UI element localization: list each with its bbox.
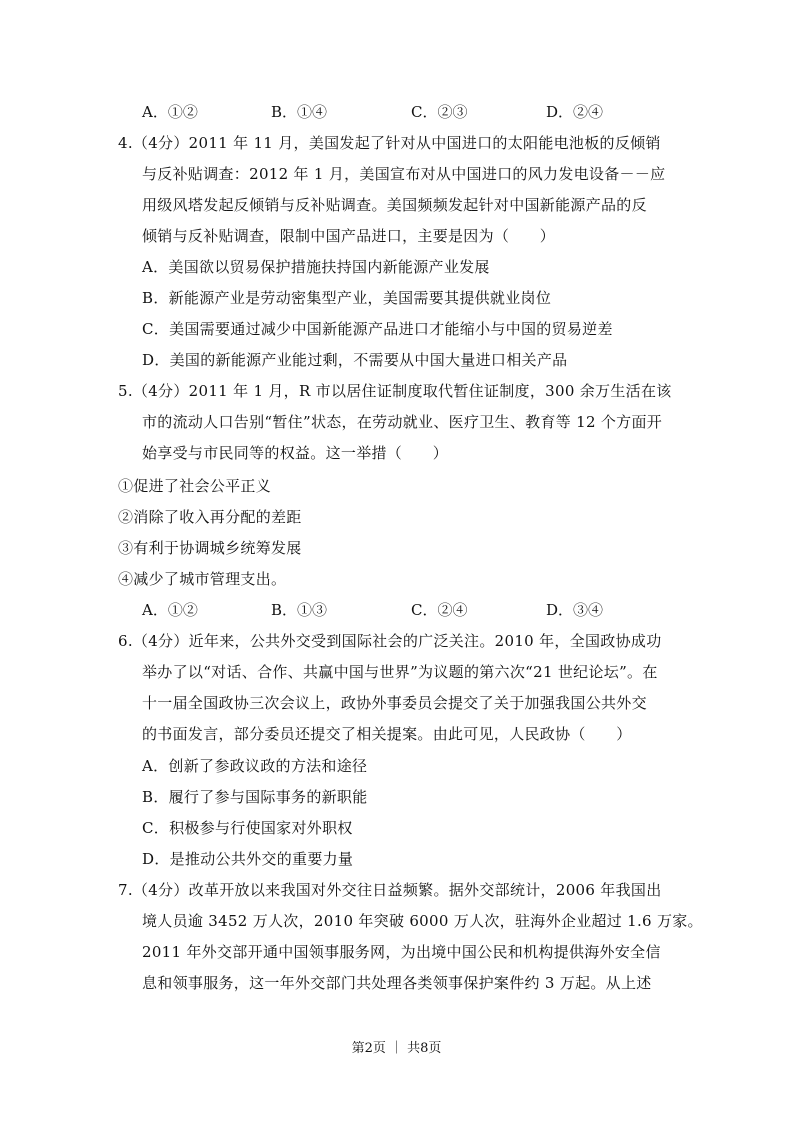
- q5-option-a: A．①②: [142, 601, 198, 619]
- q6-stem-line-3: 十一届全国政协三次会议上，政协外事委员会提交了关于加强我国公共外交: [142, 694, 647, 712]
- q6-stem-line-1: 6.（4分）近年来，公共外交受到国际社会的广泛关注。2010 年，全国政协成功: [118, 632, 662, 650]
- q6-stem-line-4: 的书面发言，部分委员还提交了相关提案。由此可见，人民政协（ ）: [142, 725, 632, 743]
- q5-option-d: D．③④: [546, 601, 604, 619]
- q5-statement-4: ④减少了城市管理支出。: [118, 570, 287, 588]
- q4-stem-line-1: 4.（4分）2011 年 11 月，美国发起了针对从中国进口的太阳能电池板的反倾销: [118, 134, 661, 152]
- q3-option-c: C．②③: [411, 103, 468, 121]
- q5-statement-1: ①促进了社会公平正义: [118, 477, 272, 495]
- q3-option-a: A．①②: [142, 103, 198, 121]
- q5-options: [0, 600, 793, 620]
- q4-option-b: B．新能源产业是劳动密集型产业，美国需要其提供就业岗位: [142, 289, 552, 307]
- q4-stem-line-3: 用级风塔发起反倾销与反补贴调查。美国频频发起针对中国新能源产品的反: [142, 196, 647, 214]
- q4-option-d: D．美国的新能源产业能过剩，不需要从中国大量进口相关产品: [142, 351, 568, 369]
- page-number-footer: 第2页 ｜ 共8页: [351, 1041, 442, 1056]
- q5-option-b: B．①③: [271, 601, 328, 619]
- q5-stem-line-1: 5.（4分）2011 年 1 月，R 市以居住证制度取代暂住证制度，300 余万生活在该: [118, 382, 672, 400]
- q6-option-b: B．履行了参与国际事务的新职能: [142, 788, 368, 806]
- q3-option-b: B．①④: [271, 103, 328, 121]
- q5-statement-3: ③有利于协调城乡统筹发展: [118, 539, 302, 557]
- q6-option-c: C．积极参与行使国家对外职权: [142, 819, 353, 837]
- q6-option-a: A．创新了参政议政的方法和途径: [142, 757, 368, 775]
- q3-options: [0, 102, 793, 122]
- q3-option-d: D．②④: [546, 103, 604, 121]
- q5-stem-line-3: 始享受与市民同等的权益。这一举措（ ）: [142, 444, 449, 462]
- q4-option-a: A．美国欲以贸易保护措施扶持国内新能源产业发展: [142, 258, 490, 276]
- q7-stem-line-4: 息和领事服务，这一年外交部门共处理各类领事保护案件约 3 万起。从上述: [142, 974, 652, 992]
- q6-option-d: D．是推动公共外交的重要力量: [142, 850, 354, 868]
- q5-option-c: C．②④: [411, 601, 468, 619]
- q6-stem-line-2: 举办了以“对话、合作、共赢中国与世界”为议题的第六次“21 世纪论坛”。在: [142, 663, 658, 681]
- q4-stem-line-2: 与反补贴调查：2012 年 1 月，美国宣布对从中国进口的风力发电设备－－应: [142, 165, 666, 183]
- q4-option-c: C．美国需要通过减少中国新能源产品进口才能缩小与中国的贸易逆差: [142, 320, 613, 338]
- q7-stem-line-1: 7.（4分）改革开放以来我国对外交往日益频繁。据外交部统计，2006 年我国出: [118, 881, 662, 899]
- q4-stem-line-4: 倾销与反补贴调查，限制中国产品进口，主要是因为（ ）: [142, 227, 556, 245]
- q5-stem-line-2: 市的流动人口告别“暂住”状态，在劳动就业、医疗卫生、教育等 12 个方面开: [142, 413, 663, 431]
- q7-stem-line-2: 境人员逾 3452 万人次，2010 年突破 6000 万人次，驻海外企业超过 1.6 万家。: [142, 912, 703, 930]
- q7-stem-line-3: 2011 年外交部开通中国领事服务网，为出境中国公民和机构提供海外安全信: [142, 943, 661, 961]
- q5-statement-2: ②消除了收入再分配的差距: [118, 508, 302, 526]
